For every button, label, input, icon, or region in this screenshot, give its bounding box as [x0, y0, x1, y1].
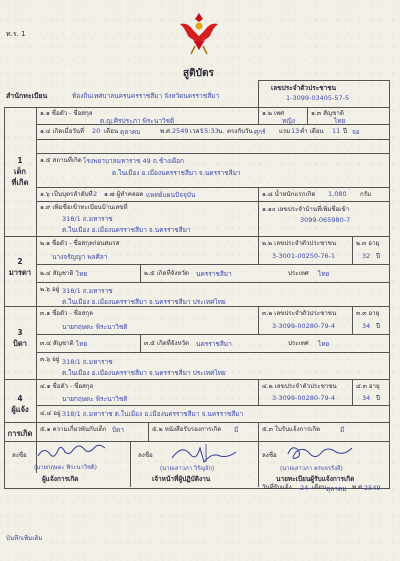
mother-age-unit: ปี: [376, 253, 380, 260]
child-sex-label: ๑.๒ เพศ: [262, 110, 285, 117]
registrar-role: นายทะเบียนผู้รับแจ้งการเกิด: [276, 475, 355, 483]
child-weight-unit: กรัม: [360, 191, 372, 198]
mother-country-label: ประเทศ: [288, 270, 309, 277]
child-address-label: ๑.๙ เพิ่มชื่อเข้าทะเบียนบ้านเลขที่: [40, 204, 128, 211]
child-sex-value: หญิง: [282, 117, 295, 125]
birth-doc-value: มี: [234, 426, 239, 434]
garuda-emblem-icon: [176, 10, 222, 56]
child-birth-time: 15:33: [200, 127, 219, 135]
child-birth-month: ตุลาคม: [120, 128, 141, 136]
mother-name-value: นางจรัญญา พลศิลา: [52, 253, 108, 261]
child-birth-year-label: พ.ศ.: [160, 128, 172, 135]
officer-printed-name: (นายเสาวภา วิรัญจัก): [160, 466, 215, 472]
child-house-code-value: 3099-065980-7: [300, 216, 351, 224]
father-age-unit: ปี: [376, 323, 380, 330]
mother-birthplace-label: ๒.๕ เกิดที่จังหวัด: [144, 270, 189, 277]
receipt-label: ๕.๓ ใบรับแจ้งการเกิด: [262, 426, 321, 433]
child-order-value: 2: [93, 190, 98, 198]
additional-notes-label: บันทึกเพิ่มเติม: [6, 535, 43, 542]
mother-nationality-value: ไทย: [76, 270, 88, 278]
section-registration-label: การเกิด: [7, 429, 33, 438]
mother-name-label: ๒.๑ ชื่อตัว - ชื่อสกุลก่อนสมรส: [40, 240, 120, 247]
father-birthplace-label: ๓.๕ เกิดที่จังหวัด: [144, 340, 190, 347]
child-lunar-label: แรม: [279, 128, 291, 135]
father-age-value: 34: [362, 322, 371, 330]
father-birthplace-value: นครราชสีมา: [196, 340, 232, 348]
mother-country-value: ไทย: [318, 270, 330, 278]
child-birthdate-label: ๑.๔ เกิดเมื่อวันที่: [40, 128, 85, 135]
father-country-value: ไทย: [318, 340, 330, 348]
registration-date-label: วันที่รับแจ้ง: [262, 484, 292, 491]
office-label: สำนักทะเบียน: [6, 92, 48, 100]
child-birthplace-label: ๑.๕ สถานที่เกิด: [40, 157, 82, 164]
child-birth-month-label: เดือน: [104, 128, 119, 135]
child-lunar-day: 13: [291, 127, 300, 135]
father-name-label: ๓.๑ ชื่อตัว - ชื่อสกุล: [40, 310, 93, 317]
child-house-code-label: ๑.๑๐ เลขประจำบ้านที่เพิ่มชื่อเข้า: [262, 206, 350, 213]
father-address-line1: 318/1 ถ.มหาราช: [62, 358, 113, 366]
mother-id-label: ๒.๒ เลขประจำตัวประชาชน: [262, 240, 337, 247]
informant-id-value: 3-3099-00280-79-4: [272, 394, 336, 402]
informant-age-value: 34: [362, 394, 371, 402]
child-nationality-label: ๑.๓ สัญชาติ: [311, 110, 344, 117]
form-code: ท.ร. 1: [6, 30, 26, 38]
child-id-value: 1-3099-03405-57-5: [286, 94, 350, 102]
registrar-sign-prefix: ลงชื่อ: [262, 452, 277, 459]
child-birthplace-line1: โรงพยาบาลมหาราช 49 ถ.ช้างเผือก: [83, 157, 184, 165]
father-age-label: ๓.๓ อายุ: [356, 310, 380, 317]
mother-birthplace-value: นครราชสีมา: [196, 270, 232, 278]
informant-role: ผู้แจ้งการเกิด: [42, 475, 79, 483]
mother-id-value: 3-3001-00250-76-1: [272, 252, 336, 260]
section-informant-label: 4 ผู้แจ้ง: [11, 394, 29, 414]
child-weight-value: 1,080: [328, 190, 347, 198]
child-name-label: ๑.๑ ชื่อตัว - ชื่อสกุล: [40, 110, 93, 117]
informant-age-label: ๔.๓ อายุ: [356, 383, 380, 390]
registration-date-year-label: พ.ศ.: [352, 484, 364, 491]
informant-sign-prefix: ลงชื่อ: [12, 452, 27, 459]
office-value: ท้องถิ่นเทศบาลนครนครราชสีมา จังหวัดนครราชสีมา: [72, 92, 220, 100]
informant-name-label: ๔.๑ ชื่อตัว - ชื่อสกุล: [40, 383, 94, 390]
informant-address-label: ๔.๔ อยู่: [40, 410, 61, 417]
father-nationality-label: ๓.๔ สัญชาติ: [40, 340, 74, 347]
child-name-value: ด.ญ.ศิรประภา พิระนาวิชติ: [100, 117, 175, 125]
father-id-label: ๓.๒ เลขประจำตัวประชาชน: [262, 310, 337, 317]
child-lunar-mid: ค่ำ เดือน: [300, 128, 324, 135]
father-address-label: ๓.๖ อยู่: [40, 356, 60, 363]
informant-age-unit: ปี: [376, 395, 380, 402]
father-nationality-value: ไทย: [76, 340, 88, 348]
officer-signature-icon: [168, 442, 248, 464]
informant-address-value: 318/1 ถ.มหาราช ต.ในเมือง อ.เมืองนครราชสีมา จ.นครราชสีมา: [62, 410, 244, 418]
child-nationality-value: ไทย: [334, 117, 346, 125]
registration-date-day: 24: [300, 484, 309, 492]
relation-value: บิดา: [112, 426, 124, 434]
child-weight-label: ๑.๘ น้ำหนักแรกเกิด: [262, 191, 316, 198]
child-lunar-year: จอ: [352, 128, 360, 136]
section-child-label: 1 เด็ก ที่เกิด: [11, 156, 29, 187]
child-birth-day: 20: [92, 127, 101, 135]
father-country-label: ประเทศ: [288, 340, 309, 347]
father-name-value: นายกฤษดะ พิระนาวิชติ: [62, 323, 128, 331]
officer-sign-prefix: ลงชื่อ: [138, 452, 153, 459]
section-father-label: 3 บิดา: [13, 328, 27, 348]
informant-printed-name: (นายกฤษดะ พิระนาวิชติ): [34, 465, 97, 471]
child-weekday-label: ตรงกับวัน: [227, 128, 253, 135]
child-birth-year: 2549: [172, 127, 189, 135]
child-birthplace-line2: ต.ในเมือง อ.เมืองนครราชสีมา จ.นครราชสีมา: [112, 169, 241, 177]
receipt-value: มี: [340, 426, 345, 434]
officer-role: เจ้าหน้าที่ผู้ปฏิบัติงาน: [152, 475, 211, 483]
mother-nationality-label: ๒.๔ สัญชาติ: [40, 270, 74, 277]
mother-address-line2: ต.ในเมือง อ.เมืองนครราชสีมา จ.นครราชสีมา ประเทศไทย: [62, 298, 226, 306]
child-order-label: ๑.๖ เป็นบุตรลำดับที่: [40, 191, 93, 198]
informant-name-value: นายกฤษดะ พิระนาวิชติ: [62, 395, 128, 403]
registrar-printed-name: (นายเสาวภา ครบจรรังสิ): [280, 466, 343, 472]
mother-address-line1: 318/1 ถ.มหาราช: [62, 287, 113, 295]
informant-signature-icon: [36, 444, 116, 460]
mother-age-value: 32: [362, 252, 371, 260]
section-mother-label: 2 มารดา: [8, 257, 32, 277]
document-title: สูติบัตร: [183, 68, 214, 79]
child-address-line2: ต.ในเมือง อ.เมืองนครราชสีมา จ.นครราชสีมา: [62, 226, 191, 234]
child-address-line1: 318/1 ถ.มหาราช: [62, 215, 113, 223]
child-lunar-month: 11: [332, 127, 341, 135]
child-midwife-value: แพทย์แผนปัจจุบัน: [146, 191, 196, 199]
father-address-line2: ต.ในเมือง อ.เมืองนครราชสีมา จ.นครราชสีมา ประเทศไทย: [62, 369, 226, 377]
mother-address-label: ๒.๖ อยู่: [40, 286, 60, 293]
child-weekday: ศุกร์: [254, 128, 266, 136]
child-midwife-label: ๑.๗ ผู้ทำคลอด: [104, 191, 144, 198]
mother-age-label: ๒.๓ อายุ: [356, 240, 380, 247]
child-birth-time-unit: น.: [218, 128, 225, 135]
registration-date-month-label: เดือน: [312, 484, 327, 491]
informant-id-label: ๔.๒ เลขประจำตัวประชาชน: [262, 383, 337, 390]
child-id-header: เลขประจำตัวประชาชน: [271, 84, 337, 92]
birth-doc-label: ๕.๒ หนังสือรับรองการเกิด: [152, 426, 222, 433]
registration-date-month: ตุลาคม: [326, 485, 347, 493]
relation-label: ๕.๑ ความเกี่ยวพันกับเด็ก: [40, 426, 107, 433]
registration-date-year: 2549: [364, 484, 381, 492]
child-birth-time-label: เวลา: [190, 128, 203, 135]
child-lunar-year-label: ปี: [343, 128, 347, 135]
father-id-value: 3-3099-00280-79-4: [272, 322, 336, 330]
registrar-signature-icon: [284, 442, 374, 462]
